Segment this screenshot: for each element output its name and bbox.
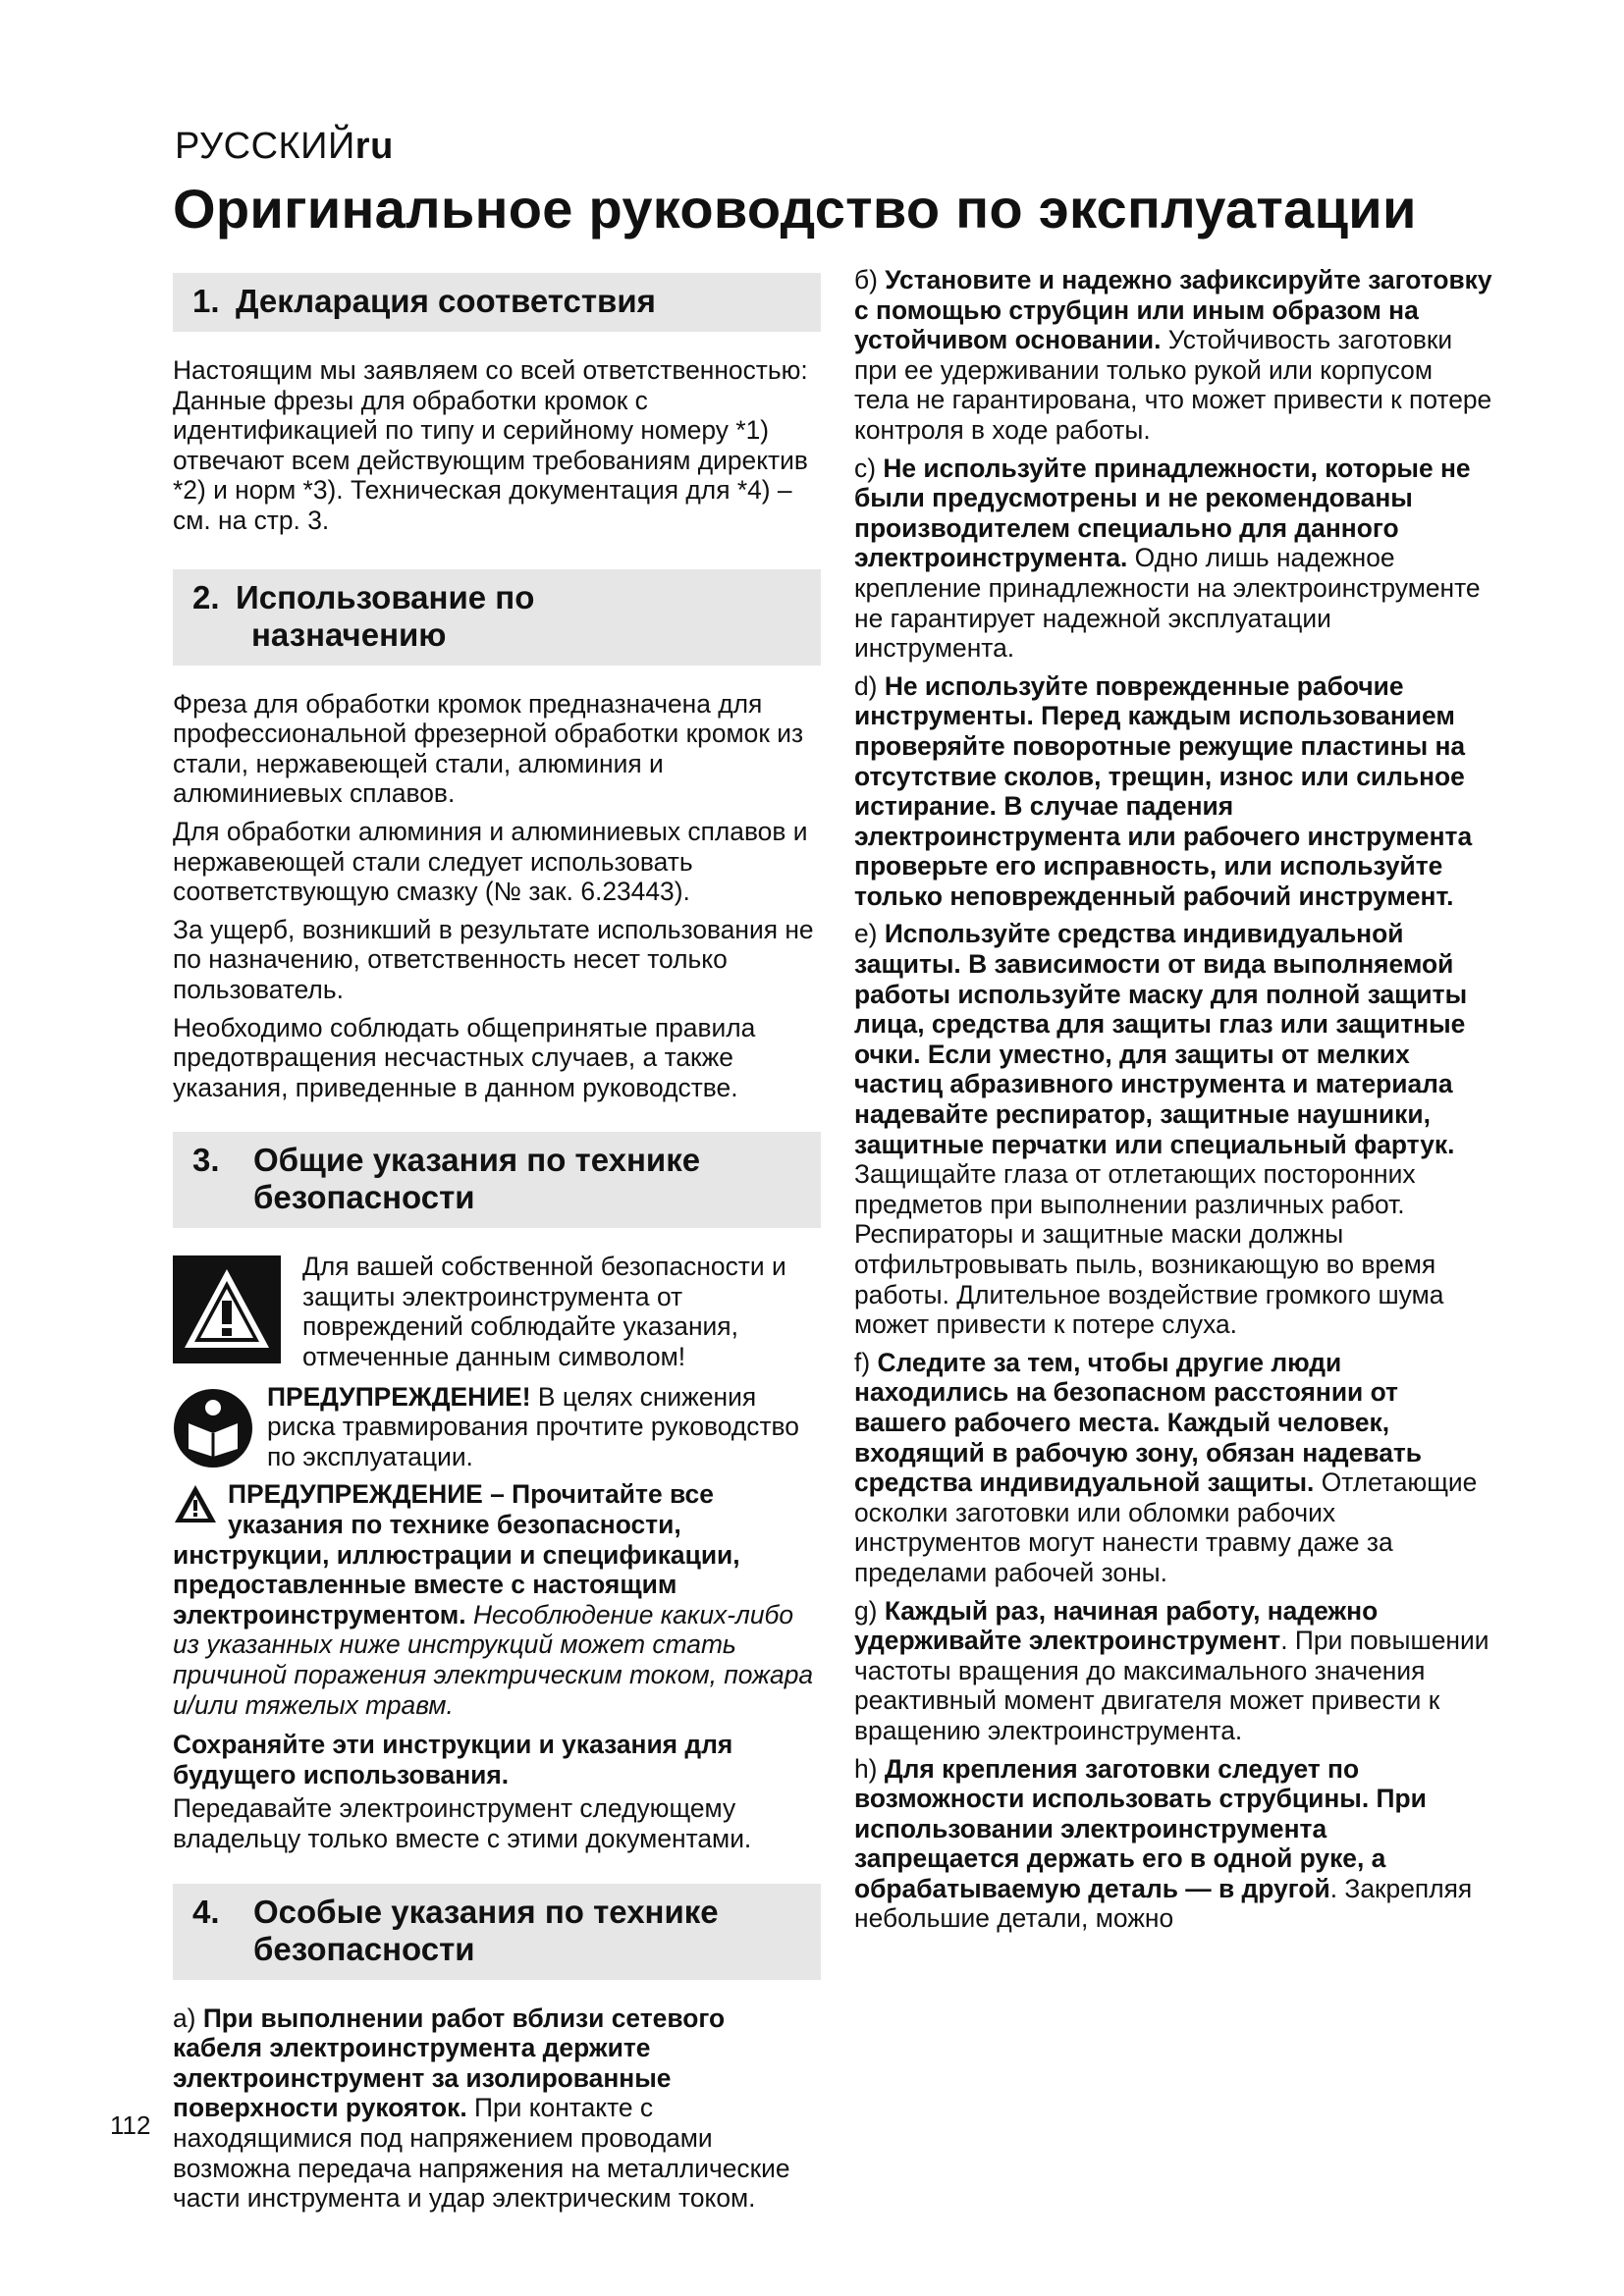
section-1-heading: 1. Декларация соответствия — [173, 273, 821, 332]
section-2-p2: Для обработки алюминия и алюминиевых сплавов и нержавеющей стали следует использовать соответствующую смазку (№ зак. 6.23443). — [173, 816, 808, 907]
section-4-heading: 4. Особые указания по технике безопасности — [173, 1884, 821, 1980]
read-manual-icon — [173, 1388, 253, 1468]
section-2-p1: Фреза для обработки кромок предназначена для профессиональной фрезерной обработки кромок из стали, нержавеющей стали, алюминия и алюминиевых сплавов. — [173, 688, 804, 809]
right-column — [854, 265, 1492, 1942]
language-label: РУССКИЙru — [175, 126, 394, 167]
item-e: e) Используйте средства индивидуальной защиты. В зависимости от вида выполняемой работы используйте маску для полной защиты лица, средства для защиты глаз или защитные очки. Если уместно, для защиты от мелких частиц абразивного инструмента и материала надевайте респиратор, защитные наушники, защитные перчатки или специальный фартук. Защищайте глаза от отлетающих посторонних предметов при выполнении различных работ. Респираторы и защитные маски должны отфильтровывать пыль, возникающую во время работы. Длительное воздействие громкого шума может привести к потере слуха. — [854, 919, 1468, 1340]
item-a: a) При выполнении работ вблизи сетевого кабеля электроинструмента держите электроинструмент за изолированные поверхности рукояток. При контакте с находящимися под напряжением проводами возможна передача напряжения на металлические части инструмента и удар электрическим током. — [173, 2002, 790, 2214]
section-2-p3: За ущерб, возникший в результате использования не по назначению, ответственность несет только пользователь. — [173, 914, 814, 1004]
keep-instructions-bold: Сохраняйте эти инструкции и указания для будущего использования. — [173, 1730, 733, 1789]
left-column — [173, 265, 821, 2223]
item-b: б) Установите и надежно зафиксируйте заготовку с помощью струбцин или иным образом на устойчивом основании. Устойчивость заготовки при ее удерживании только рукой или корпусом тела не гарантирована, что может привести к потере контроля в ходе работы. — [854, 265, 1492, 445]
section-1-body: Настоящим мы заявляем со всей ответственностью: Данные фрезы для обработки кромок с идентификацией по типу и серийному номеру *1) отвечают всем действующим требованиям директив *2) и норм *3). Техническая документация для *4) – см. на стр. 3. — [173, 355, 808, 535]
item-h: h) Для крепления заготовки следует по возможности использовать струбцины. При использовании электроинструмента запрещается держать его в одной руке, а обрабатываемую деталь — в другой. Закрепляя небольшие детали, можно — [854, 1753, 1473, 1934]
item-c: c) Не используйте принадлежности, которые не были предусмотрены и не рекомендованы производителем специально для данного электроинструмента. Одно лишь надежное крепление принадлежности на электроинструменте не гарантирует надежной эксплуатации инструмента. — [854, 453, 1481, 664]
keep-instructions-text: Передавайте электроинструмент следующему владельцу только вместе с этими документами. — [173, 1793, 752, 1853]
item-d: d) Не используйте поврежденные рабочие инструменты. Перед каждым использованием проверяйте поворотные режущие пластины на отсутствие сколов, трещин, износ или сильное истирание. В случае падения электроинструмента или рабочего инструмента проверьте его исправность, или используйте только неповрежденный рабочий инструмент. — [854, 670, 1473, 911]
warning-1-text: В целях снижения риска травмирования прочтите руководство по эксплуатации. — [267, 1381, 799, 1471]
page-title: Оригинальное руководство по эксплуатации — [173, 178, 1417, 240]
warning-symbol-text: Для вашей собственной безопасности и защиты электроинструмента от повреждений соблюдайте указания, отмеченные данным символом! — [302, 1252, 786, 1372]
warning-1-bold: ПРЕДУПРЕЖДЕНИЕ! — [267, 1381, 531, 1412]
section-2-heading: 2. Использование по назначению — [173, 569, 821, 666]
item-g: g) Каждый раз, начиная работу, надежно удерживайте электроинструмент. При повышении частоты вращения до максимального значения реактивный момент двигателя может привести к вращению электроинструмента. — [854, 1595, 1489, 1745]
small-warning-icon — [173, 1483, 218, 1524]
warning-symbol-block — [173, 1252, 821, 1371]
section-2-p4: Необходимо соблюдать общепринятые правила предотвращения несчастных случаев, а также указания, приведенные в данном руководстве. — [173, 1012, 756, 1102]
section-3-heading: 3. Общие указания по технике безопасности — [173, 1132, 821, 1228]
read-manual-block — [173, 1382, 821, 1472]
warning-2: ПРЕДУПРЕЖДЕНИЕ – Прочитайте все указания по технике безопасности, инструкции, иллюстрации и спецификации, предоставленные вместе с настоящим электроинструментом. Несоблюдение каких-либо из указанных ниже инструкций может стать причиной поражения электрическим током, пожара и/или тяжелых травм. — [173, 1479, 814, 1720]
item-f: f) Следите за тем, чтобы другие люди находились на безопасном расстоянии от вашего рабочего места. Каждый человек, входящий в рабочую зону, обязан надевать средства индивидуальной защиты. Отлетающие осколки заготовки или обломки рабочих инструментов могут нанести травму даже за пределами рабочей зоны. — [854, 1347, 1478, 1587]
warning-triangle-icon — [173, 1255, 281, 1363]
page-number: 112 — [110, 2110, 151, 2140]
